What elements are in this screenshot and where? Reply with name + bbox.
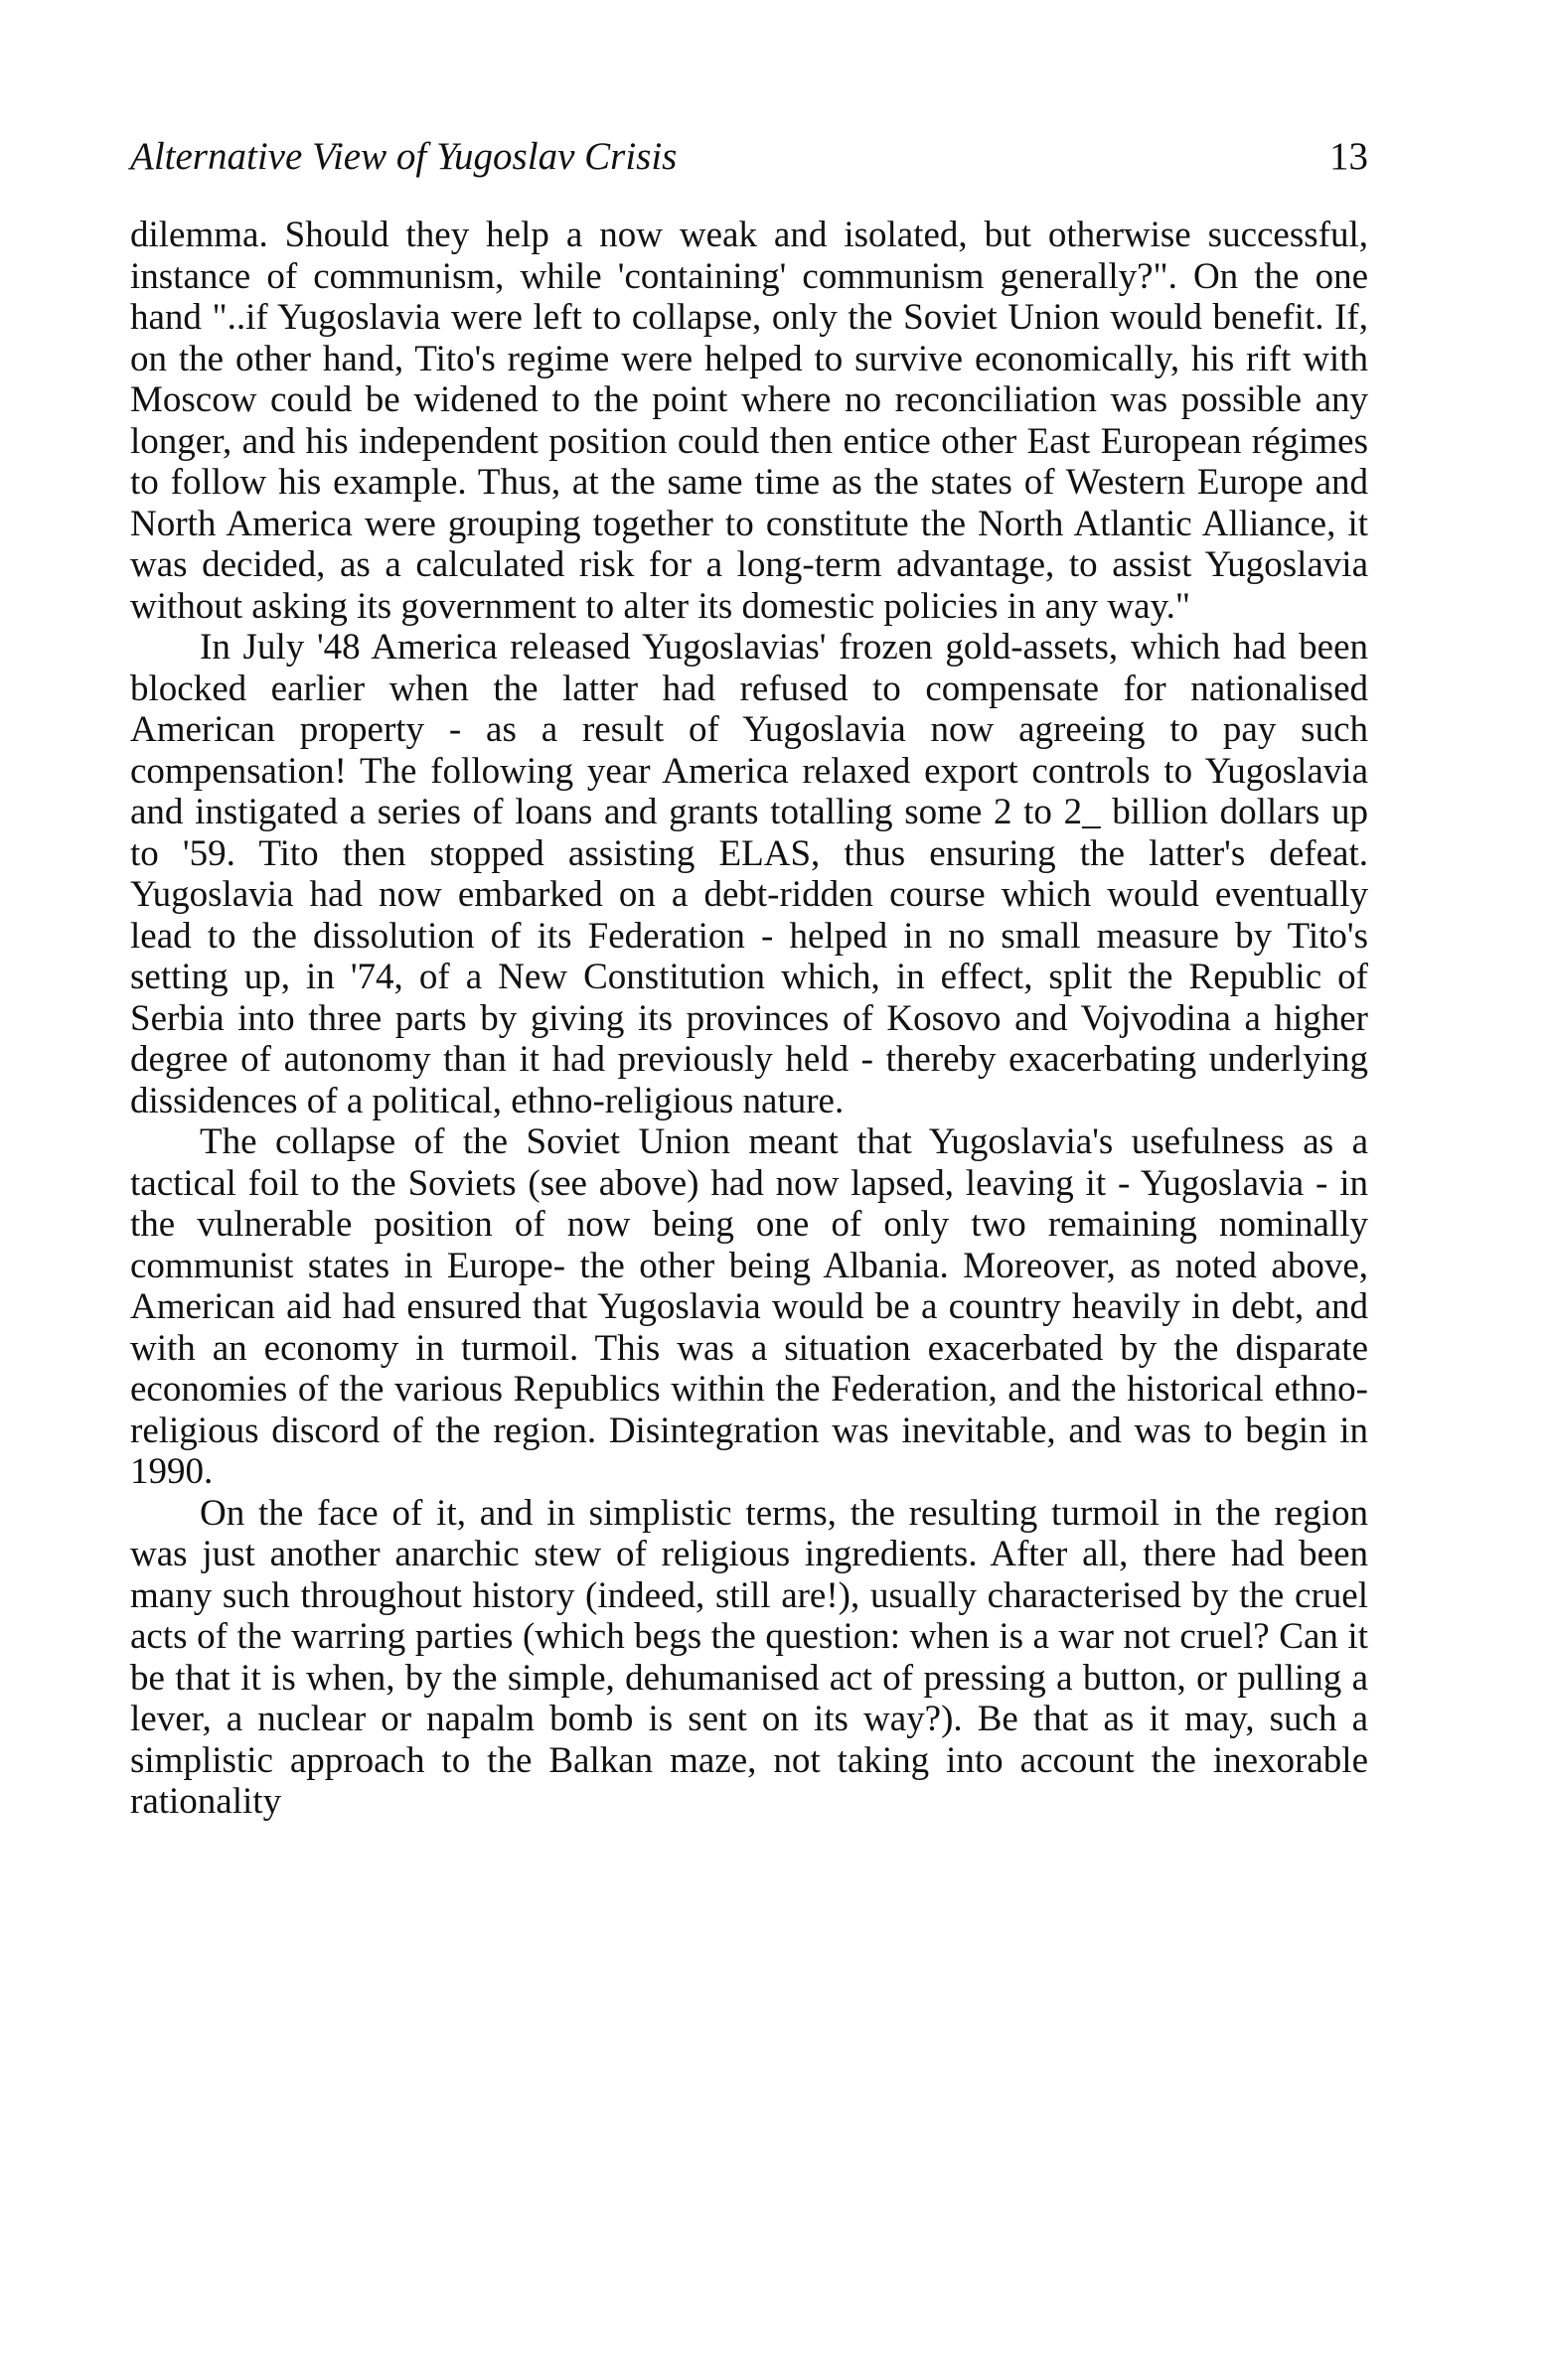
paragraph-continuation: dilemma. Should they help a now weak and isolated, but otherwise successful, instance of communism, while 'containing' communism generally?". On the one hand "..if Yugoslavia were left to collapse, only the Soviet Union would benefit. If, on the other hand, Tito's regime were helped to survive economically, his rift with Moscow could be widened to the point where no reconciliation was possible any longer, and his independent position could then entice other East European régimes to follow his example. Thus, at the same time as the states of Western Europe and North America were grouping together to constitute the North Atlantic Alliance, it was decided, as a calculated risk for a long-term advantage, to assist Yugoslavia without asking its government to alter its domestic policies in any way." [130, 215, 1368, 627]
body-text [130, 215, 1368, 1823]
paragraph: On the face of it, and in simplistic terms, the resulting turmoil in the region was just another anarchic stew of religious ingredients. After all, there had been many such throughout history (indeed, still are!), usually characterised by the cruel acts of the warring parties (which begs the question: when is a war not cruel? Can it be that it is when, by the simple, dehumanised act of pressing a button, or pulling a lever, a nuclear or napalm bomb is sent on its way?). Be that as it may, such a simplistic approach to the Balkan maze, not taking into account the inexorable rationality [130, 1492, 1368, 1822]
running-title: Alternative View of Yugoslav Crisis [130, 135, 678, 178]
page-number: 13 [1329, 135, 1368, 178]
paragraph: In July '48 America released Yugoslavias' frozen gold-assets, which had been blocked earlier when the latter had refused to compensate for nationalised American property - as a result of Yugoslavia now agreeing to pay such compensation! The following year America relaxed export controls to Yugoslavia and instigated a series of loans and grants totalling some 2 to 2_ billion dollars up to '59. Tito then stopped assisting ELAS, thus ensuring the latter's defeat. Yugoslavia had now embarked on a debt-ridden course which would eventually lead to the dissolution of its Federation - helped in no small measure by Tito's setting up, in '74, of a New Constitution which, in effect, split the Republic of Serbia into three parts by giving its provinces of Kosovo and Vojvodina a higher degree of autonomy than it had previously held - thereby exacerbating underlying dissidences of a political, ethno-religious nature. [130, 627, 1368, 1121]
running-header [130, 127, 1368, 187]
paragraph: The collapse of the Soviet Union meant that Yugoslavia's usefulness as a tactical foil to the Soviets (see above) had now lapsed, leaving it - Yugoslavia - in the vulnerable position of now being one of only two remaining nominally communist states in Europe- the other being Albania. Moreover, as noted above, American aid had ensured that Yugoslavia would be a country heavily in debt, and with an economy in turmoil. This was a situation exacerbated by the disparate economies of the various Republics within the Federation, and the historical ethno-religious discord of the region. Disintegration was inevitable, and was to begin in 1990. [130, 1121, 1368, 1492]
